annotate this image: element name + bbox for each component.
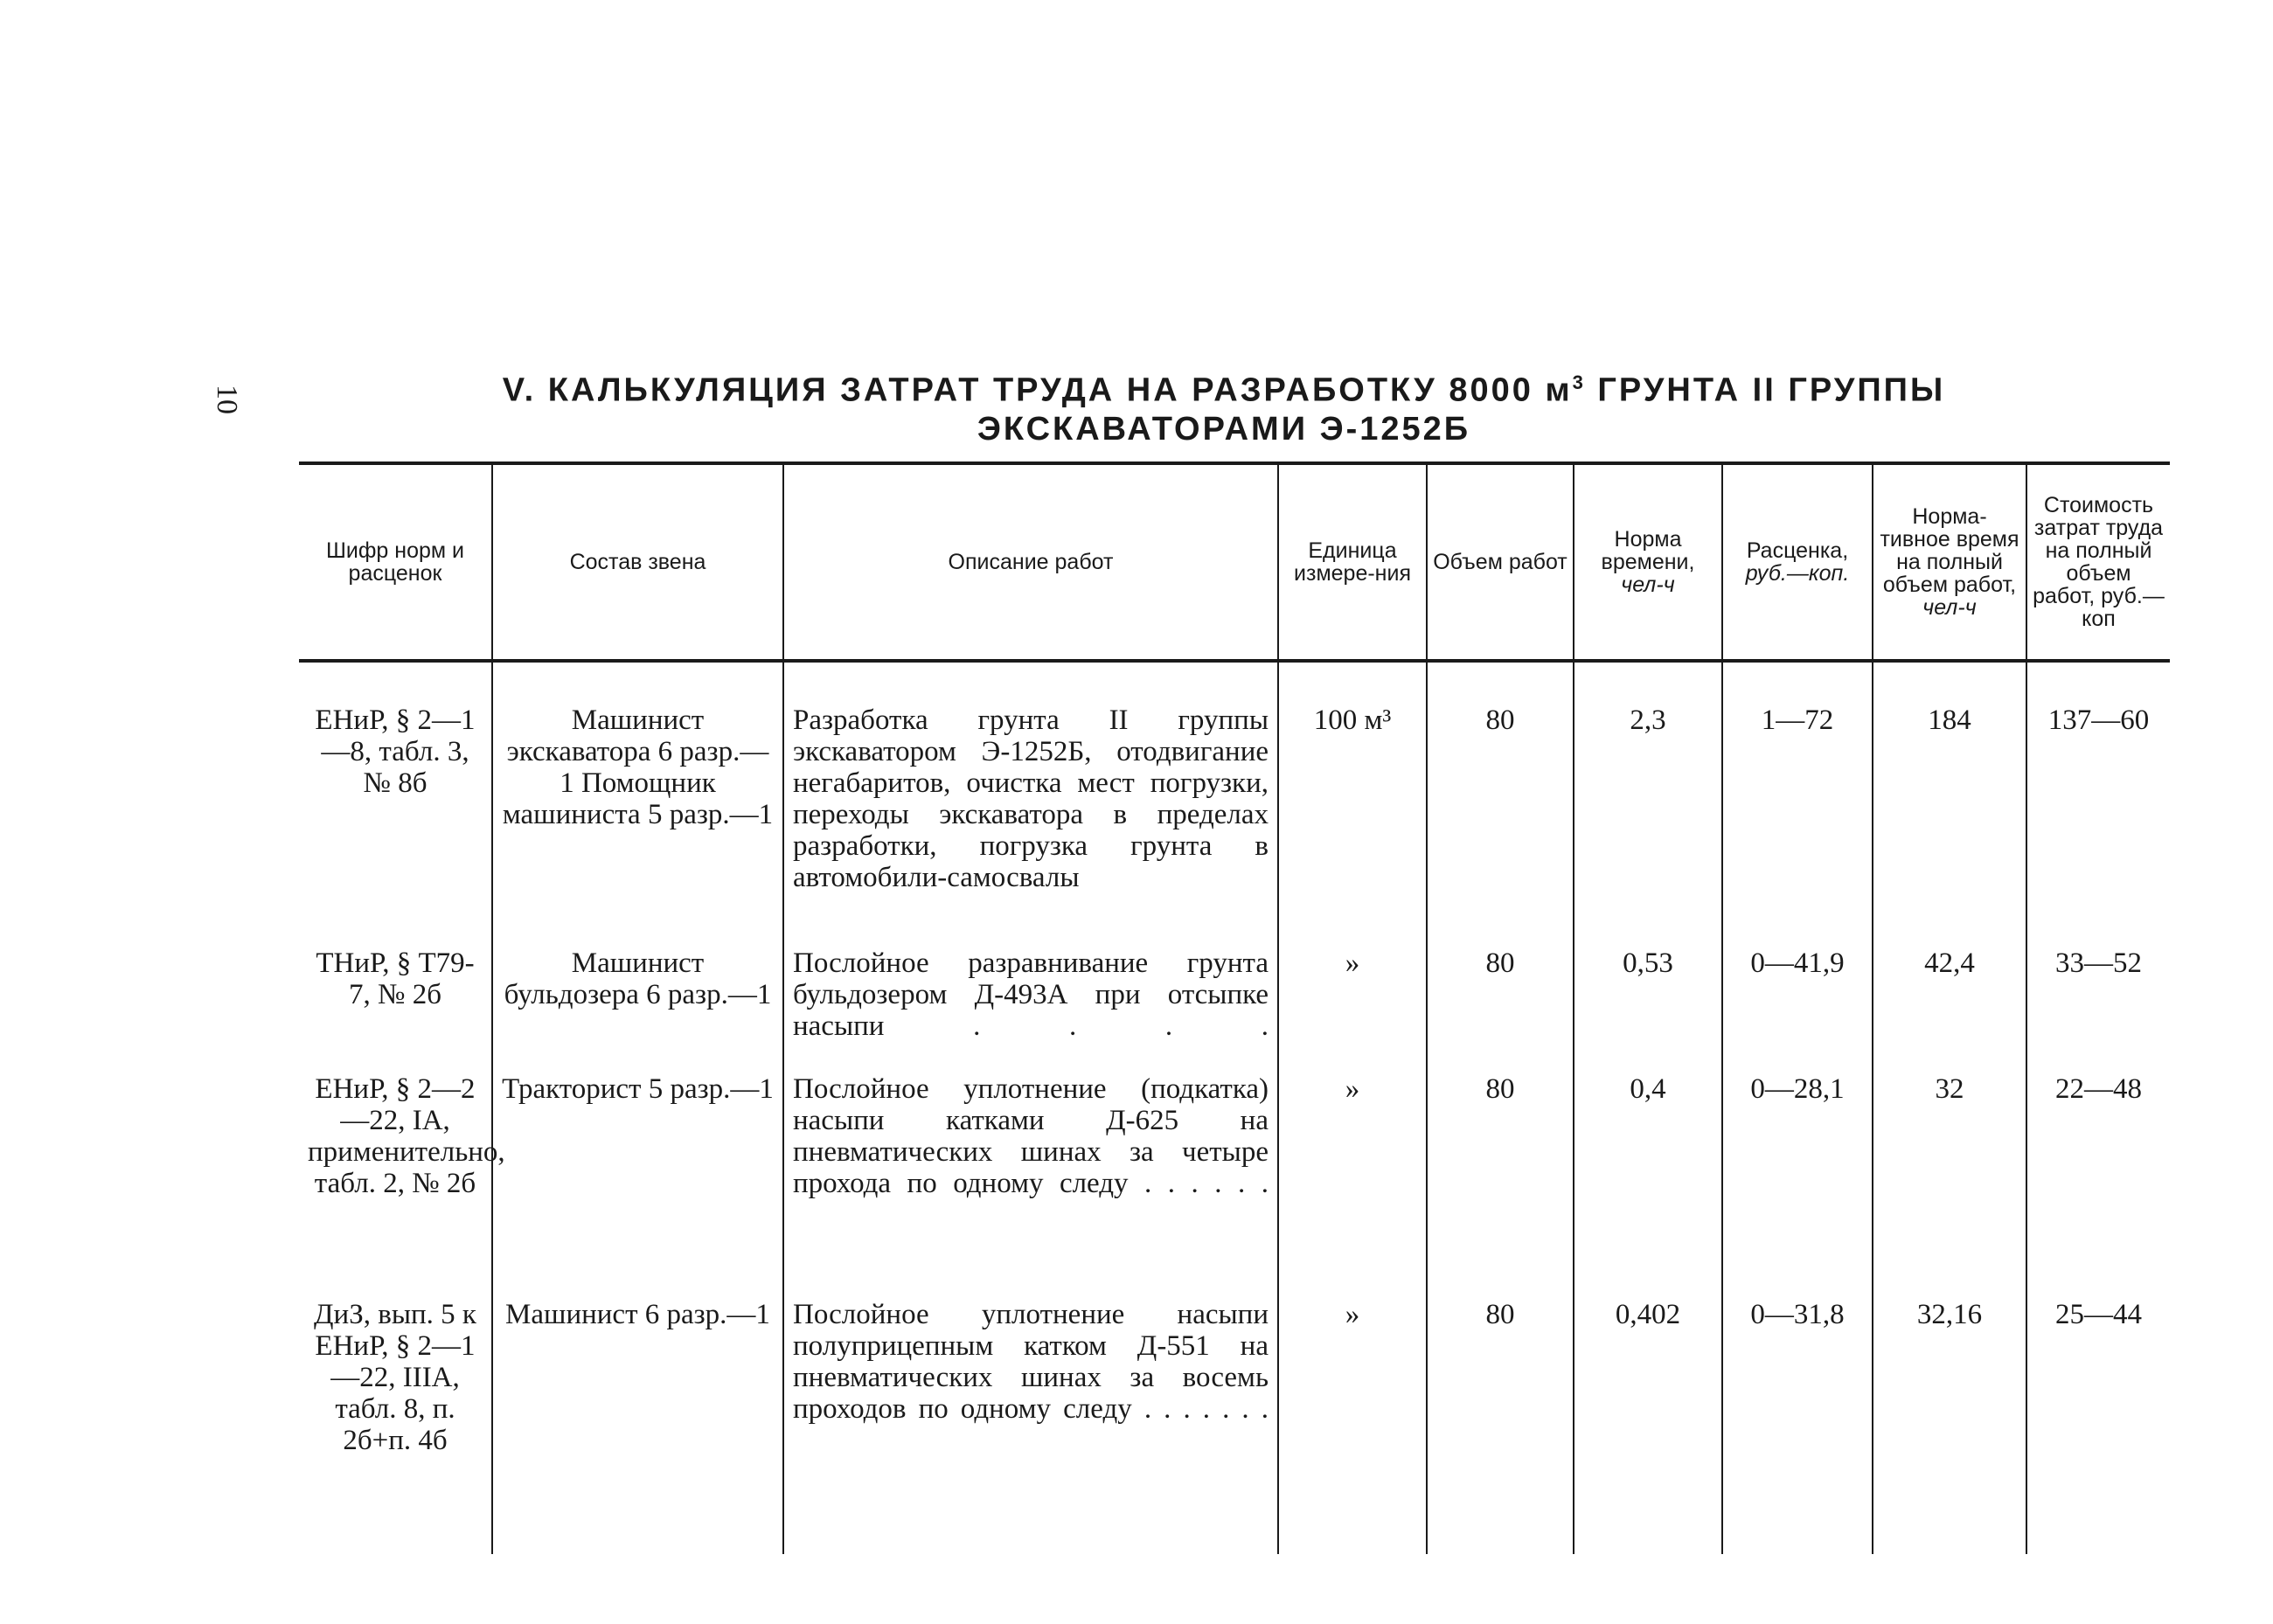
cell-code: ТНиР, § Т79-7, № 2б [316, 947, 475, 1010]
table-row [299, 704, 2170, 925]
header-crew: Состав звена [492, 463, 783, 661]
table-title [288, 371, 2159, 410]
cell-rate: 0—31,8 [1722, 1276, 1873, 1554]
cell-total-cost: 22—48 [2026, 1051, 2170, 1276]
header-unit: Единица измере-ния [1278, 463, 1427, 661]
cell-norm: 0,4 [1574, 1051, 1722, 1276]
header-total-cost: Стоимость затрат труда на полный объем работ, руб.—коп [2026, 463, 2170, 661]
header-norm [1574, 463, 1722, 661]
cell-volume: 80 [1427, 1051, 1574, 1276]
cell-crew: Тракторист 5 разр.—1 [492, 1051, 783, 1276]
cell-description: Разработка грунта II группы экскаватором Э-1252Б, отодвигание негабаритов, очистка мест погрузки, переходы экскаватора в пределах разработки, погрузка грунта в автомобили-самосвалы [783, 704, 1278, 925]
cell-volume: 80 [1427, 925, 1574, 1051]
cell-volume: 80 [1427, 704, 1574, 925]
title-part-a: V. КАЛЬКУЛЯЦИЯ ЗАТРАТ ТРУДА НА РАЗРАБОТКУ 8000 м [502, 371, 1573, 409]
cell-description: Послойное уплотнение (подкатка) насыпи катками Д-625 на пневматических шинах за четыре прохода по одному следу . . . . . . [783, 1051, 1278, 1276]
cell-unit: 100 м³ [1278, 704, 1427, 925]
cell-total-cost: 25—44 [2026, 1276, 2170, 1554]
title-superscript: 3 [1572, 371, 1586, 393]
cell-total-cost: 137—60 [2026, 704, 2170, 925]
cell-crew: Машинист бульдозера 6 разр.—1 [492, 925, 783, 1051]
header-total-time-label: Норма-тивное время на полный объем работ, [1880, 504, 2019, 597]
header-code: Шифр норм и расценок [299, 463, 492, 661]
cell-total-cost: 33—52 [2026, 925, 2170, 1051]
cell-code: ЕНиР, § 2—2—22, IA, применительно, табл. 2, № 2б [308, 1073, 505, 1199]
header-rate-label: Расценка, [1746, 538, 1849, 563]
header-total-time-unit: чел-ч [1922, 595, 1977, 620]
cell-total-time: 32 [1873, 1051, 2026, 1276]
page-number: 10 [211, 385, 243, 414]
cell-unit: » [1278, 1051, 1427, 1276]
header-row [299, 463, 2170, 661]
table-title-line2: ЭКСКАВАТОРАМИ Э-1252Б [977, 411, 1471, 448]
cell-rate: 1—72 [1722, 704, 1873, 925]
header-total-time [1873, 463, 2026, 661]
cell-unit: » [1278, 925, 1427, 1051]
cell-volume: 80 [1427, 1276, 1574, 1554]
cell-rate: 0—28,1 [1722, 1051, 1873, 1276]
cell-norm: 2,3 [1574, 704, 1722, 925]
cell-crew: Машинист 6 разр.—1 [492, 1276, 783, 1554]
cell-code: ДиЗ, вып. 5 к ЕНиР, § 2—1—22, IIIA, табл. 8, п. 2б+п. 4б [314, 1299, 476, 1456]
header-norm-label: Норма времени, [1601, 527, 1695, 574]
cell-total-time: 42,4 [1873, 925, 2026, 1051]
spacer-row [299, 661, 2170, 704]
header-rate-unit: руб.—коп. [1745, 561, 1850, 586]
title-part-b: ГРУНТА II ГРУППЫ [1585, 371, 1946, 409]
header-rate [1722, 463, 1873, 661]
labor-cost-table [299, 462, 2170, 1554]
cell-description: Послойное уплотнение насыпи полуприцепным катком Д-551 на пневматических шинах за восемь проходов по одному следу . . . . . . . [783, 1276, 1278, 1554]
header-volume: Объем работ [1427, 463, 1574, 661]
table-row [299, 1051, 2170, 1276]
header-description: Описание работ [783, 463, 1278, 661]
cell-norm: 0,53 [1574, 925, 1722, 1051]
table-row [299, 925, 2170, 1051]
cell-norm: 0,402 [1574, 1276, 1722, 1554]
cell-unit: » [1278, 1276, 1427, 1554]
table-row [299, 1276, 2170, 1554]
cell-total-time: 32,16 [1873, 1276, 2026, 1554]
cell-total-time: 184 [1873, 704, 2026, 925]
cell-code: ЕНиР, § 2—1—8, табл. 3, № 8б [315, 704, 476, 799]
cell-crew: Машинист экскаватора 6 разр.—1 Помощник машиниста 5 разр.—1 [492, 704, 783, 925]
header-norm-unit: чел-ч [1621, 573, 1675, 597]
cell-rate: 0—41,9 [1722, 925, 1873, 1051]
cell-description: Послойное разравнивание грунта бульдозером Д-493А при отсыпке насыпи . . . . [783, 925, 1278, 1051]
